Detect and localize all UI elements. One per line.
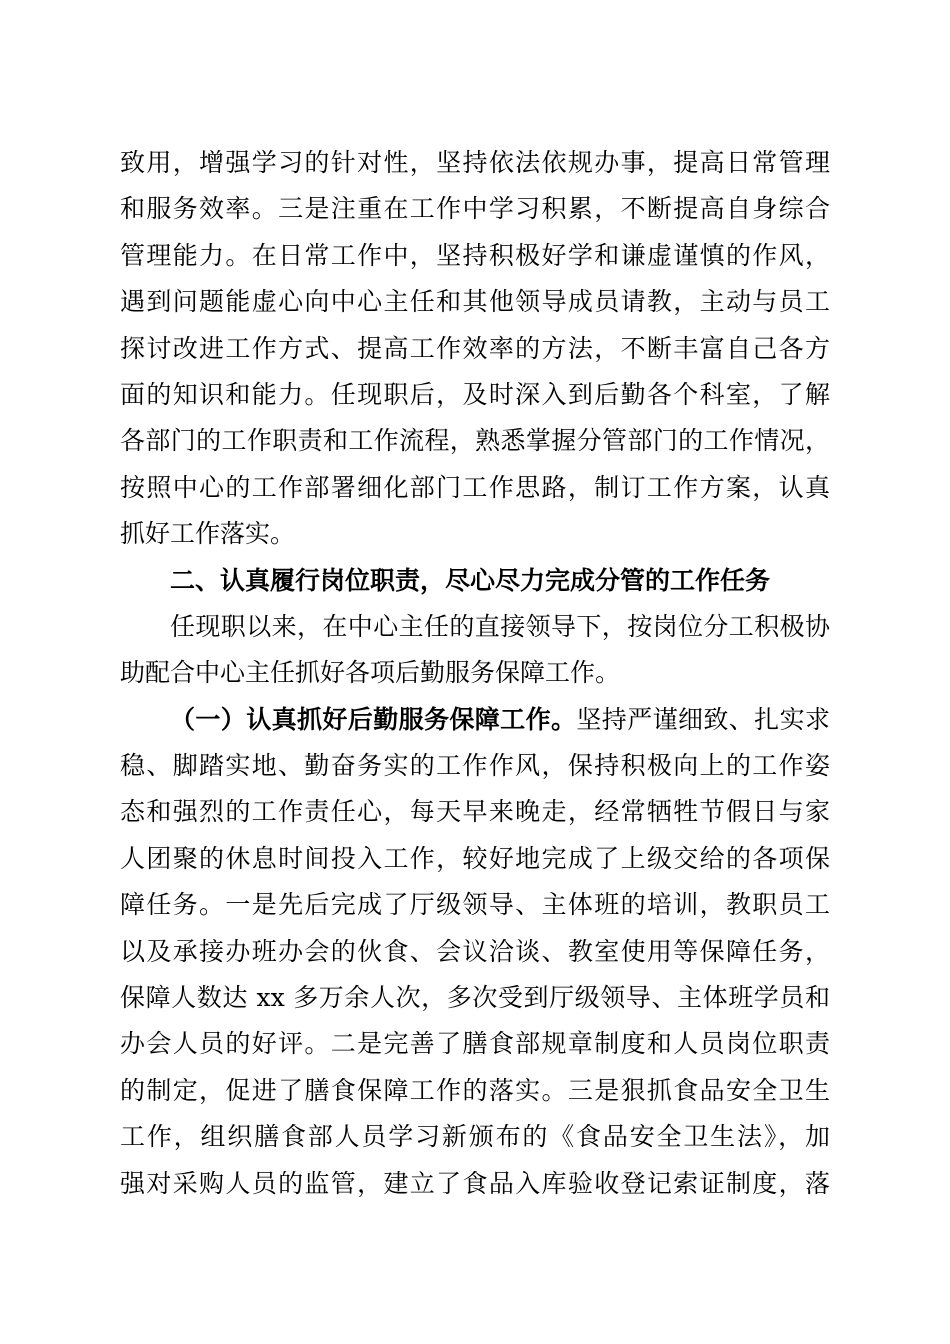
text-line: 各部门的工作职责和工作流程，熟悉掌握分管部门的工作情况， <box>120 426 830 456</box>
text-line: 保障人数达 xx 多万余人次，多次受到厅级领导、主体班学员和 <box>120 983 830 1013</box>
text-line: 的制定，促进了膳食保障工作的落实。三是狠抓食品安全卫生 <box>120 1075 830 1105</box>
paragraph-1 <box>120 140 830 558</box>
text-line: 障任务。一是先后完成了厅级领导、主体班的培训，教职员工 <box>120 890 830 920</box>
document-body <box>120 140 830 1207</box>
text-line: 抓好工作落实。 <box>120 519 296 549</box>
text-line: 管理能力。在日常工作中，坚持积极好学和谦虚谨慎的作风， <box>120 240 830 270</box>
text-line: 面的知识和能力。任现职后，及时深入到后勤各个科室，了解 <box>120 379 830 409</box>
text-line: 工作，组织膳食部人员学习新颁布的《食品安全卫生法》，加 <box>120 1122 830 1152</box>
text-line: 和服务效率。三是注重在工作中学习积累，不断提高自身综合 <box>120 194 830 224</box>
text-line: 遇到问题能虚心向中心主任和其他领导成员请教，主动与员工 <box>120 287 830 317</box>
text-line: 稳、脚踏实地、勤奋务实的工作作风，保持积极向上的工作姿 <box>120 751 830 781</box>
text-line: 办会人员的好评。二是完善了膳食部规章制度和人员岗位职责 <box>120 1029 830 1059</box>
text-line: 助配合中心主任抓好各项后勤服务保障工作。 <box>120 658 621 688</box>
text-run: 坚持严谨细致、扎实求 <box>576 704 830 734</box>
text-line <box>120 697 830 743</box>
text-line: 态和强烈的工作责任心，每天早来晚走，经常牺牲节假日与家 <box>120 797 830 827</box>
text-line: 以及承接办班办会的伙食、会议洽谈、教室使用等保障任务， <box>120 936 830 966</box>
paragraph-3 <box>120 697 830 1207</box>
text-line: 探讨改进工作方式、提高工作效率的方法，不断丰富自己各方 <box>120 333 830 363</box>
text-line: 人团聚的休息时间投入工作，较好地完成了上级交给的各项保 <box>120 843 830 873</box>
text-line: 任现职以来，在中心主任的直接领导下，按岗位分工积极协 <box>170 611 830 641</box>
text-line: 强对采购人员的监管，建立了食品入库验收登记索证制度，落 <box>120 1168 830 1198</box>
paragraph-2 <box>120 604 830 697</box>
subsection-title: （一）认真抓好后勤服务保障工作。 <box>170 704 577 734</box>
text-line: 致用，增强学习的针对性，坚持依法依规办事，提高日常管理 <box>120 148 830 177</box>
section-heading: 二、认真履行岗位职责，尽心尽力完成分管的工作任务 <box>170 565 771 595</box>
text-line: 按照中心的工作部署细化部门工作思路，制订工作方案，认真 <box>120 472 830 502</box>
